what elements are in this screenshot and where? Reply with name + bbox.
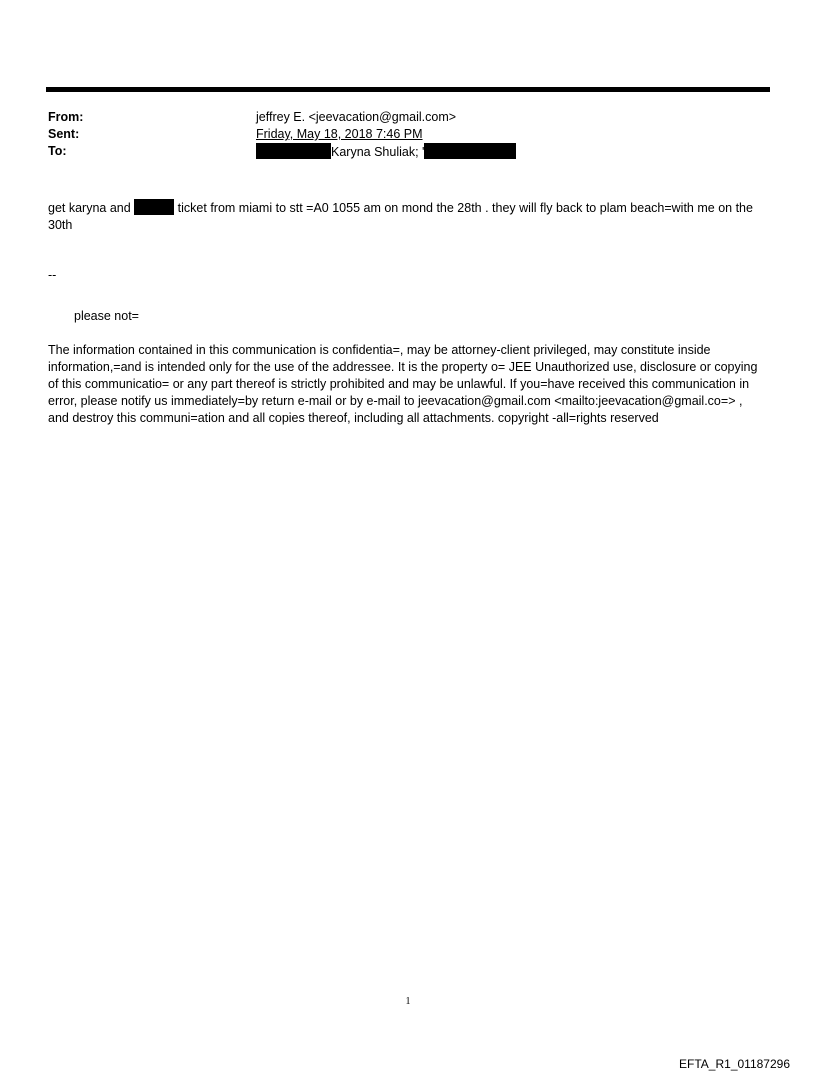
signature-text: please not=: [74, 309, 139, 323]
from-value: jeffrey E. <jeevacation@gmail.com>: [256, 110, 457, 124]
to-trailing: ': [422, 145, 425, 159]
to-label: To:: [48, 144, 67, 158]
signature-separator: --: [48, 268, 57, 282]
redaction-block: [134, 199, 174, 215]
to-value: [256, 143, 516, 161]
sent-value: Friday, May 18, 2018 7:46 PM: [256, 127, 423, 141]
redaction-block: [424, 143, 516, 159]
sent-label: Sent:: [48, 127, 80, 141]
to-row: [48, 143, 768, 160]
message-body: [48, 199, 763, 234]
page-number: 1: [405, 996, 411, 1007]
message-part-1: get karyna and: [48, 201, 131, 215]
from-label: From:: [48, 110, 84, 124]
sent-row: [48, 126, 768, 143]
from-row: [48, 109, 768, 126]
email-header: [48, 109, 768, 160]
document-id: EFTA_R1_01187296: [679, 1057, 790, 1071]
message-part-2: ticket from miami to stt =A0 1055 am on mond the 28th . they will fly back to plam beach=with me on the 30th: [48, 201, 753, 232]
header-rule: [46, 87, 770, 92]
confidentiality-disclaimer: The information contained in this communication is confidentia=, may be attorney-client privileged, may constitute inside information,=and is intended only for the use of the addressee. It is the property o= JEE Unauthorized use, disclosure or copying of this communicatio= or any part thereof is strictly prohibited and may be unlawful. If you=have received this communication in error, please notify us immediately=by return e-mail or by e-mail to jeevacation@gmail.com <mailto:jeevacation@gmail.co=> , and destroy this communi=ation and all copies thereof, including all attachments. copyright -all=rights reserved: [48, 343, 758, 425]
redaction-block: [256, 143, 331, 159]
to-recipient: Karyna Shuliak;: [331, 145, 419, 159]
